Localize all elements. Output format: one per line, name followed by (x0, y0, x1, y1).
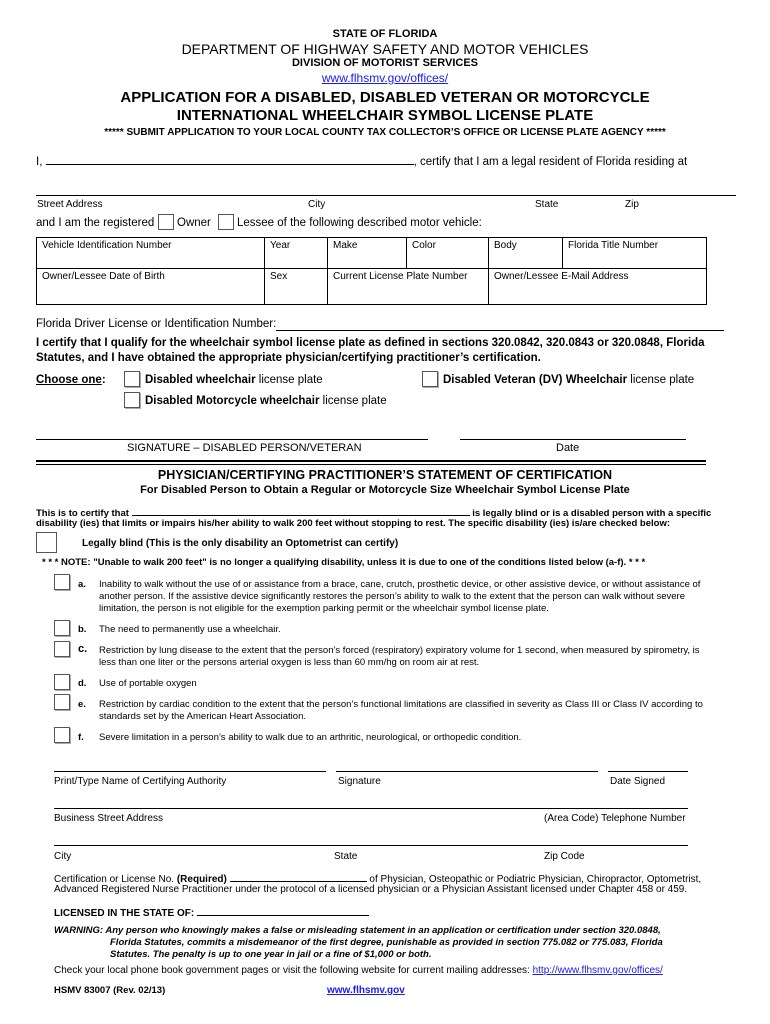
offices-footer-link[interactable]: http://www.flhsmv.gov/offices/ (532, 965, 663, 976)
form-title-line2: INTERNATIONAL WHEELCHAIR SYMBOL LICENSE PLATE (176, 107, 594, 124)
certify-residency-text: , certify that I am a legal resident of Florida residing at (413, 156, 688, 168)
applicant-signature-line[interactable] (36, 439, 428, 440)
physician-subtitle: For Disabled Person to Obtain a Regular or Motorcycle Size Wheelchair Symbol License Plate (140, 484, 630, 496)
legally-blind-label: Legally blind (This is the only disability an Optometrist can certify) (82, 538, 399, 549)
lessee-label: Lessee of the following described motor vehicle: (237, 217, 482, 229)
note-text: * * * NOTE: "Unable to walk 200 feet" is no longer a qualifying disability, unless it is due to one of the conditions listed below (a-f). * * * (42, 557, 646, 568)
sex-cell[interactable]: Sex (265, 269, 328, 305)
dv-wheelchair-option: Disabled Veteran (DV) Wheelchair license plate (443, 374, 695, 386)
city-state-zip-line[interactable] (54, 845, 688, 846)
year-cell[interactable]: Year (265, 238, 328, 269)
vin-cell[interactable]: Vehicle Identification Number (37, 238, 265, 269)
condition-e-letter: e. (78, 699, 86, 710)
business-address-line[interactable] (54, 808, 688, 809)
license-number-field[interactable] (276, 330, 724, 331)
authority-signature-label: Signature (338, 776, 381, 787)
warning-line3: Statutes. The penalty is up to one year in jail or a fine of $1,000 or both. (110, 949, 432, 960)
city-label: City (308, 199, 326, 210)
patient-name-field[interactable] (132, 506, 470, 516)
dob-cell[interactable]: Owner/Lessee Date of Birth (37, 269, 265, 305)
condition-b-text: The need to permanently use a wheelchair. (99, 624, 281, 635)
applicant-certify-row (36, 153, 687, 168)
section-divider-top (36, 460, 706, 462)
licensed-state-row: LICENSED IN THE STATE OF: (54, 906, 369, 919)
physician-title: PHYSICIAN/CERTIFYING PRACTITIONER’S STATEMENT OF CERTIFICATION (157, 468, 613, 482)
authority-name-label: Print/Type Name of Certifying Authority (54, 776, 227, 787)
authority-name-line[interactable] (54, 771, 326, 772)
condition-f-checkbox[interactable] (54, 727, 70, 743)
make-cell[interactable]: Make (328, 238, 407, 269)
submit-note: ***** SUBMIT APPLICATION TO YOUR LOCAL COUNTY TAX COLLECTOR’S OFFICE OR LICENSE PLATE AGENCY ***** (104, 127, 666, 138)
warning-line1: WARNING: Any person who knowingly makes a false or misleading statement in an application or certification under section 320.0848, (54, 925, 661, 936)
condition-e-checkbox[interactable] (54, 694, 70, 710)
warning-line2: Florida Statutes, commits a misdemeanor of the first degree, punishable as provided in section 775.082 or 775.083, Florida (110, 937, 663, 948)
licensed-state-field[interactable] (197, 906, 369, 916)
section-divider-bottom (36, 464, 706, 465)
disabled-wheelchair-checkbox[interactable] (124, 371, 140, 387)
owner-checkbox[interactable] (158, 214, 174, 230)
certification-row: Certification or License No. (Required) of Physician, Osteopathic or Podiatric Physician, Chiropractor, Optometrist, (54, 874, 702, 885)
motorcycle-wheelchair-checkbox[interactable] (124, 392, 140, 408)
authority-date-line[interactable] (608, 771, 688, 772)
lessee-checkbox[interactable] (218, 214, 234, 230)
authority-signature-line[interactable] (336, 771, 598, 772)
condition-d-letter: d. (78, 678, 87, 689)
i-label: I, (36, 156, 43, 168)
condition-a-text: Inability to walk without the use of or assistance from a brace, cane, crutch, prosthetic device, or other assistive device, or without assistance of another person. If the assistive device significantly restores the person’s ability to walk to the extent that the person can walk without severe limitation, the person is not eligible for the exemption parking permit or the wheelchair symbol license plate. (99, 579, 701, 614)
form-title-line1: APPLICATION FOR A DISABLED, DISABLED VETERAN OR MOTORCYCLE (120, 89, 650, 106)
plate-number-cell[interactable]: Current License Plate Number (328, 269, 489, 305)
phone-label: (Area Code) Telephone Number (544, 813, 686, 824)
license-label: Florida Driver License or Identification Number: (36, 318, 277, 330)
physician-certify-line2: disability (ies) that limits or impairs his/her ability to walk 200 feet without stopping to rest. The specific disability (ies) is/are checked below: (36, 518, 671, 529)
division-heading: DIVISION OF MOTORIST SERVICES (291, 57, 478, 69)
email-cell[interactable]: Owner/Lessee E-Mail Address (489, 269, 707, 305)
form-number: HSMV 83007 (Rev. 02/13) (54, 985, 166, 996)
offices-link-row (0, 71, 770, 85)
offices-link[interactable]: www.flhsmv.gov/offices/ (321, 71, 449, 85)
condition-b-letter: b. (78, 624, 87, 635)
condition-d-checkbox[interactable] (54, 674, 70, 690)
registered-text: and I am the registered (36, 217, 155, 229)
date-label: Date (556, 442, 580, 454)
legally-blind-checkbox[interactable] (36, 532, 57, 553)
color-cell[interactable]: Color (407, 238, 489, 269)
business-address-label: Business Street Address (54, 813, 163, 824)
condition-c-text: Restriction by lung disease to the extent that the person’s forced (respiratory) expiratory volume for 1 second, when measured by spirometry, is less than one liter or the persons arterial oxygen is less than 60 mm/hg on room air at rest. (99, 645, 700, 668)
choose-one-label: Choose one: (36, 374, 106, 386)
condition-c-checkbox[interactable] (54, 641, 70, 657)
zip-label: Zip (625, 199, 639, 210)
department-heading: DEPARTMENT OF HIGHWAY SAFETY AND MOTOR VEHICLES (181, 41, 589, 57)
applicant-name-field[interactable] (46, 153, 414, 165)
disabled-wheelchair-option: Disabled wheelchair license plate (145, 374, 323, 386)
condition-e-text: Restriction by cardiac condition to the extent that the person’s functional limitations are classified in severity as Class III or Class IV according to standards set by the American Heart Association. (99, 699, 703, 722)
authority-state-label: State (334, 851, 358, 862)
condition-c-letter: c. (78, 643, 88, 655)
authority-date-label: Date Signed (610, 776, 666, 787)
title-number-cell[interactable]: Florida Title Number (563, 238, 707, 269)
state-heading: STATE OF FLORIDA (332, 28, 438, 40)
street-label: Street Address (37, 199, 103, 210)
signature-label: SIGNATURE – DISABLED PERSON/VETERAN (127, 442, 362, 454)
certification-line2: Advanced Registered Nurse Practitioner under the protocol of a licensed physician or a Physician Assistant licensed under Chapter 458 or 459. (54, 884, 688, 895)
physician-certify-row: This is to certify that is legally blind or is a disabled person with a specific (36, 508, 712, 519)
authority-zip-label: Zip Code (544, 851, 585, 862)
condition-f-text: Severe limitation in a person’s ability to walk due to an arthritic, neurological, or orthopedic condition. (99, 732, 522, 743)
condition-a-letter: a. (78, 579, 86, 590)
address-line[interactable] (36, 195, 736, 196)
check-offices-row: Check your local phone book government pages or visit the following website for current mailing addresses: http://www.flhsmv.gov/offices/ (54, 965, 663, 976)
motorcycle-wheelchair-option: Disabled Motorcycle wheelchair license plate (145, 395, 387, 407)
qualify-certification: I certify that I qualify for the wheelchair symbol license plate as defined in sections 320.0842, 320.0843 or 320.0848, Florida Statutes, and I have obtained the appropriate physician/certifying practitioner’s certification. (36, 337, 705, 364)
body-cell[interactable]: Body (489, 238, 563, 269)
condition-a-checkbox[interactable] (54, 574, 70, 590)
state-label: State (535, 199, 559, 210)
footer-site-link[interactable]: www.flhsmv.gov (327, 985, 405, 996)
owner-label: Owner (177, 217, 211, 229)
condition-f-letter: f. (78, 732, 84, 743)
vehicle-table (36, 237, 707, 305)
certification-number-field[interactable] (230, 872, 367, 882)
condition-b-checkbox[interactable] (54, 620, 70, 636)
dv-wheelchair-checkbox[interactable] (422, 371, 438, 387)
applicant-date-line[interactable] (460, 439, 686, 440)
condition-d-text: Use of portable oxygen (99, 678, 197, 689)
authority-city-label: City (54, 851, 72, 862)
